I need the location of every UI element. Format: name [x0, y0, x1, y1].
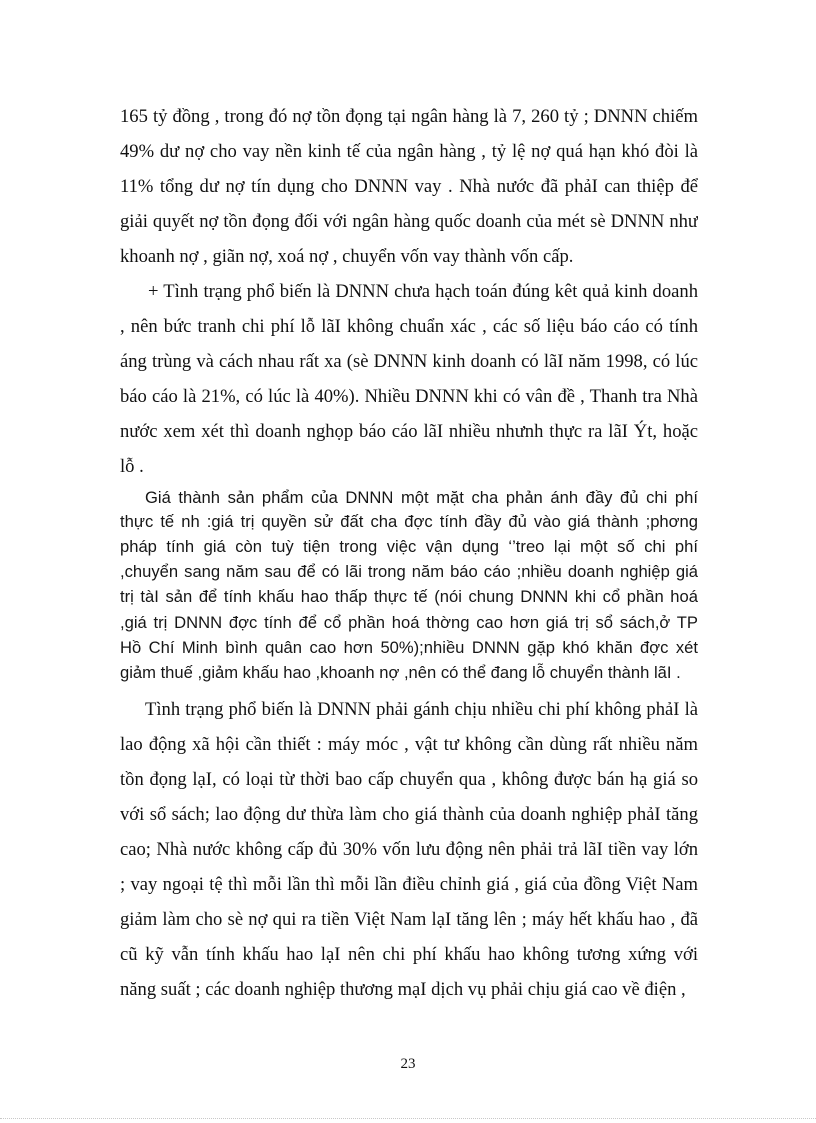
paragraph-line: Giá thành sản phẩm của DNNN một mặt cha phản ánh đầy đủ chi phí [145, 488, 698, 507]
paragraph-line: giảm thuế ,giảm khấu hao ,khoanh nợ ,nên có thể đang lỗ chuyển thành lãI . [120, 663, 681, 682]
page-bottom-divider [0, 1118, 816, 1119]
paragraph-line: lao động xã hội cần thiết : máy móc , vật tư không cần dùng rất nhiều năm [120, 734, 698, 755]
page-number: 23 [400, 1056, 416, 1072]
paragraph-line: nước xem xét thì doanh nghọp báo cáo lãI nhiều nhưnh thực ra lãI Ýt, hoặc [120, 421, 698, 442]
paragraph-line: lỗ . [120, 456, 144, 477]
paragraph-line: 49% dư nợ cho vay nền kinh tế của ngân hàng , tỷ lệ nợ quá hạn khó đòi là [120, 141, 698, 162]
paragraph-line: khoanh nợ , giãn nợ, xoá nợ , chuyển vốn vay thành vốn cấp. [120, 246, 574, 267]
paragraph-line: tồn đọng lạI, có loại từ thời bao cấp chuyển qua , không được bán hạ giá so [120, 769, 698, 790]
paragraph-line: cũ kỹ vẫn tính khấu hao lạI nên chi phí khấu hao không tương xứng với [120, 944, 698, 965]
paragraph-line: ,giá trị DNNN đợc tính để cổ phần hoá thờng cao hơn giá trị sổ sách,ở TP [120, 613, 698, 632]
paragraph-line: + Tình trạng phổ biến là DNNN chưa hạch toán đúng kêt quả kinh doanh [148, 281, 698, 302]
paragraph-line: báo cáo là 21%, có lúc là 40%). Nhiều DNNN khi có vân đề , Thanh tra Nhà [120, 386, 698, 407]
paragraph-line: ; vay ngoại tệ thì mỗi lần thì mỗi lần điều chỉnh giá , giá của đồng Việt Nam [120, 874, 698, 895]
paragraph-line: , nên bức tranh chi phí lỗ lãI không chuẩn xác , các số liệu báo cáo có tính [120, 316, 698, 337]
paragraph-line: trị tàI sản để tính khấu hao thấp thực tế (nói chung DNNN khi cổ phần hoá [120, 587, 698, 606]
paragraph-line: pháp tính giá còn tuỳ tiện trong việc vận dụng ‘’treo lại một số chi phí [120, 537, 698, 556]
paragraph-line: giảm làm cho sè nợ qui ra tiền Việt Nam lạI tăng lên ; máy hết khấu hao , đã [120, 909, 698, 930]
paragraph-line: giải quyết nợ tồn đọng đối với ngân hàng quốc doanh của mét sè DNNN như [120, 211, 698, 232]
paragraph-line: ,chuyển sang năm sau để có lãi trong năm báo cáo ;nhiều doanh nghiệp giá [120, 562, 698, 581]
paragraph-line: 11% tổng dư nợ tín dụng cho DNNN vay . Nhà nước đã phảI can thiệp để [120, 176, 698, 197]
paragraph-line: áng trùng và cách nhau rất xa (sè DNNN kinh doanh có lãI năm 1998, có lúc [120, 351, 698, 372]
paragraph-line: Hồ Chí Minh bình quân cao hơn 50%);nhiều DNNN gặp khó khăn đợc xét [120, 638, 698, 657]
paragraph-line: thực tế nh :giá trị quyền sử đất cha đợc tính đầy đủ vào giá thành ;phơng [120, 512, 698, 531]
paragraph-line: cao; Nhà nước không cấp đủ 30% vốn lưu động nên phải trả lãI tiền vay lớn [120, 839, 698, 860]
paragraph-line: năng suất ; các doanh nghiệp thương mạI dịch vụ phải chịu giá cao về điện , [120, 979, 686, 1000]
paragraph-line: với sổ sách; lao động dư thừa làm cho giá thành của doanh nghiệp phảI tăng [120, 804, 698, 825]
paragraph-line: Tình trạng phổ biến là DNNN phải gánh chịu nhiều chi phí không phảI là [145, 699, 698, 720]
paragraph-line: 165 tỷ đồng , trong đó nợ tồn đọng tại ngân hàng là 7, 260 tỷ ; DNNN chiếm [120, 106, 698, 127]
